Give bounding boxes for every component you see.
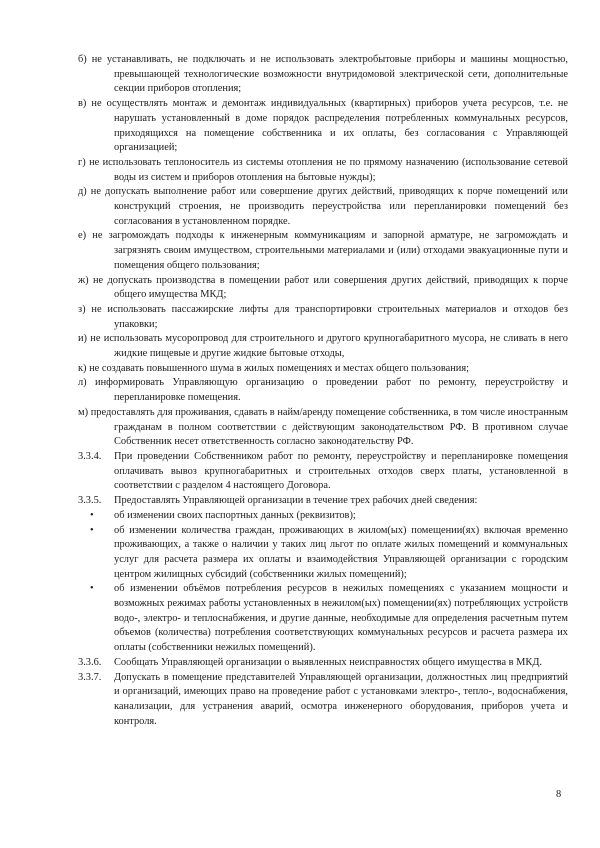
bullet-item — [78, 524, 568, 583]
page-number: 8 — [556, 789, 562, 800]
clause-b: б) не устанавливать, не подключать и не использовать электробытовые приборы и машины мощностью, превышающей технологические возможности внутридомовой электрической сети, дополнительные секции приборов отопления; — [78, 54, 568, 95]
clause-text: Сообщать Управляющей организации о выявленных неисправностях общего имущества в МКД. — [114, 656, 543, 668]
bullet-text: об изменении количества граждан, проживающих в жилом(ых) помещении(ях) включая временно проживающих, а также о наличии у таких лиц льгот по оплате жилых помещений и коммунальных услуг для расчета размера их оплаты и взаимодействия Управляющей организации с городским центром жилищных субсидий (собственники жилых помещений); — [114, 524, 568, 580]
bullet-text: об изменении своих паспортных данных (реквизитов); — [114, 509, 356, 521]
clause-d: д) не допускать выполнение работ или совершение других действий, приводящих к порче помещений или конструкций строения, не производить переустройства или перепланировки помещений без согласования в установленном порядке. — [78, 186, 568, 227]
clause-3-3-7 — [78, 671, 568, 730]
clause-e: е) не загромождать подходы к инженерным коммуникациям и запорной арматуре, не загромождать и загрязнять своим имуществом, строительными материалами и (или) отходами эвакуационные пути и помещения общего пользования; — [78, 230, 568, 271]
clause-number: 3.3.5. — [78, 495, 102, 507]
bullet-item — [78, 582, 568, 656]
clause-zh: ж) не допускать производства в помещении работ или совершения других действий, приводящих к порче общего имущества МКД; — [78, 274, 568, 301]
bullet-item — [78, 509, 568, 524]
clause-3-3-5 — [78, 494, 568, 509]
document-body — [78, 53, 568, 729]
clause-text: Допускать в помещение представителей Управляющей организации, должностных лиц предприятий и организаций, имеющих право на проведение работ с установками электро-, тепло-, водоснабжения, канализации, для устранения аварий, осмотра инженерного оборудования, приборов учета и контроля. — [114, 671, 568, 727]
clause-text: При проведении Собственником работ по ремонту, переустройству и перепланировке помещения оплачивать вывоз крупногабаритных и строительных отходов сверх платы, установленной в соответствии с разделом 4 настоящего Договора. — [114, 450, 568, 492]
clause-3-3-6 — [78, 656, 568, 671]
clause-g: г) не использовать теплоноситель из системы отопления не по прямому назначению (использование сетевой воды из систем и приборов отопления на бытовые нужды); — [78, 156, 568, 183]
clause-l: л) информировать Управляющую организацию о проведении работ по ремонту, переустройству и перепланировке помещения. — [78, 377, 568, 404]
bullet-text: об изменении объёмов потребления ресурсов в нежилых помещениях с указанием мощности и возможных режимах работы установленных в нежилом(ых) помещении(ях) потребляющих устройств водо-, электро- и теплоснабжения, и другие данные, необходимые для определения расчетным путем объемов (количества) потребления соответствующих коммунальных ресурсов и расчета размера их оплаты (собственники нежилых помещений). — [114, 583, 568, 654]
bullet-icon: • — [90, 509, 94, 521]
bullet-icon: • — [90, 524, 94, 536]
clause-3-3-4 — [78, 450, 568, 494]
clause-number: 3.3.4. — [78, 450, 102, 462]
clause-v: в) не осуществлять монтаж и демонтаж индивидуальных (квартирных) приборов учета ресурсов, т.е. не нарушать установленный в доме порядок распределения потребленных коммунальных ресурсов, приходящихся на помещение собственника и их оплаты, без согласования с Управляющей организацией; — [78, 98, 568, 154]
clause-k: к) не создавать повышенного шума в жилых помещениях и местах общего пользования; — [78, 362, 470, 374]
bullet-icon: • — [90, 583, 94, 595]
clause-number: 3.3.6. — [78, 656, 102, 668]
clause-text: Предоставлять Управляющей организации в течение трех рабочих дней сведения: — [114, 495, 478, 507]
clause-m: м) предоставлять для проживания, сдавать в найм/аренду помещение собственника, в том числе иностранным гражданам в полном соответствии с действующим законодательством РФ. В противном случае Собственник несет ответственность согласно законодательству РФ. — [78, 406, 568, 448]
clause-number: 3.3.7. — [78, 671, 102, 683]
clause-i: и) не использовать мусоропровод для строительного и другого крупногабаритного мусора, не сливать в него жидкие пищевые и другие жидкие бытовые отходы, — [78, 333, 568, 360]
clause-z: з) не использовать пассажирские лифты для транспортировки строительных материалов и отходов без упаковки; — [78, 303, 568, 330]
